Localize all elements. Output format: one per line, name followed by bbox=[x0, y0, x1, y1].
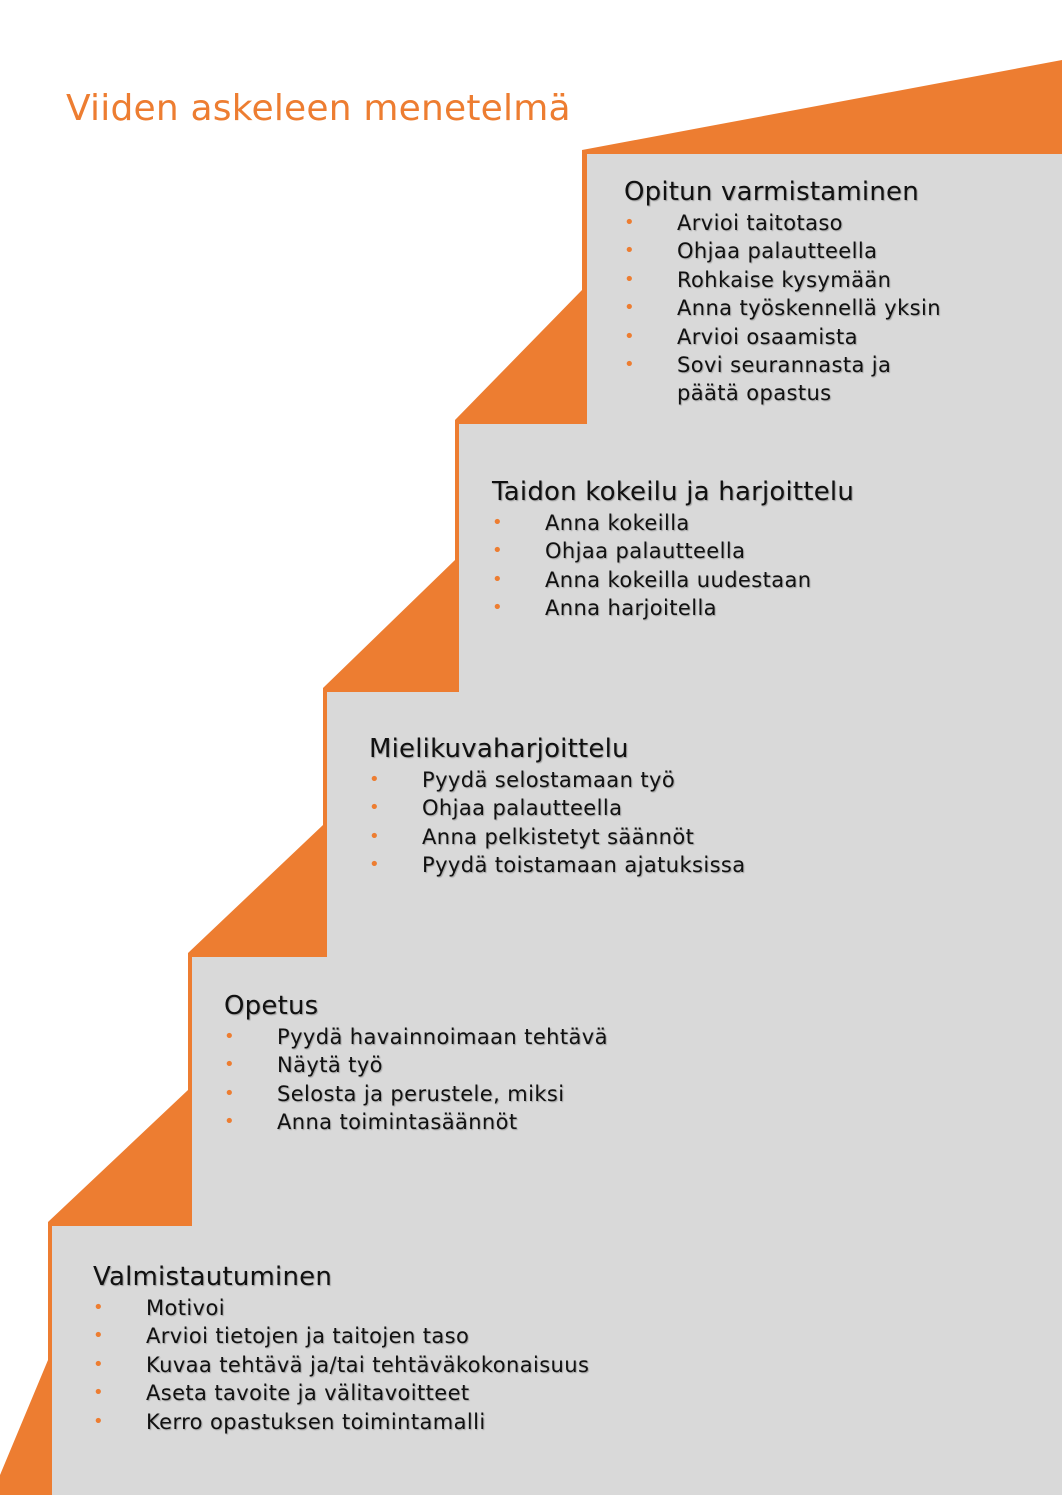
list-item: • Anna harjoitella bbox=[492, 594, 854, 622]
list-item: • Kerro opastuksen toimintamalli bbox=[93, 1408, 589, 1436]
bullet-icon: • bbox=[624, 212, 636, 233]
list-item: • Pyydä toistamaan ajatuksissa bbox=[369, 851, 746, 879]
bullet-icon: • bbox=[224, 1082, 236, 1104]
step-heading: Opitun varmistaminen bbox=[624, 177, 919, 207]
list-item: • Anna toimintasäännöt bbox=[224, 1108, 608, 1136]
step-list bbox=[492, 509, 854, 623]
list-item: • Motivoi bbox=[93, 1294, 589, 1322]
list-item: • Pyydä havainnoimaan tehtävä bbox=[224, 1023, 608, 1051]
list-item: • Arvioi osaamista bbox=[624, 323, 941, 351]
bullet-icon: • bbox=[93, 1297, 105, 1318]
step-heading: Mielikuvaharjoittelu bbox=[369, 734, 629, 764]
list-item: • Sovi seurannasta ja päätä opastus bbox=[624, 353, 892, 406]
list-item: • Aseta tavoite ja välitavoitteet bbox=[93, 1379, 589, 1407]
list-item: • Selosta ja perustele, miksi bbox=[224, 1080, 608, 1108]
step-list bbox=[93, 1294, 589, 1436]
bullet-icon: • bbox=[93, 1325, 105, 1347]
page-title: Viiden askeleen menetelmä bbox=[66, 88, 571, 129]
step-heading: Valmistautuminen bbox=[93, 1262, 333, 1292]
step-opetus bbox=[224, 991, 608, 1137]
step-opitun-varmistaminen bbox=[624, 177, 941, 408]
bullet-icon: • bbox=[624, 268, 636, 290]
bullet-icon: • bbox=[93, 1410, 105, 1432]
list-item: • Anna työskennellä yksin bbox=[624, 294, 941, 322]
list-item: • Anna kokeilla uudestaan bbox=[492, 566, 854, 594]
bullet-icon: • bbox=[369, 797, 381, 819]
list-item: • Arvioi tietojen ja taitojen taso bbox=[93, 1322, 589, 1350]
step-taidon-kokeilu bbox=[492, 477, 854, 623]
step-heading: Opetus bbox=[224, 991, 319, 1021]
bullet-icon: • bbox=[369, 854, 381, 876]
step-list bbox=[224, 1023, 608, 1137]
step-list bbox=[369, 766, 746, 880]
list-item: • Anna kokeilla bbox=[492, 509, 854, 537]
list-item: • Ohjaa palautteella bbox=[369, 794, 746, 822]
list-item: • Rohkaise kysymään bbox=[624, 266, 941, 294]
step-heading: Taidon kokeilu ja harjoittelu bbox=[492, 477, 855, 507]
bullet-icon: • bbox=[624, 354, 636, 376]
step-list bbox=[624, 209, 941, 408]
bullet-icon: • bbox=[369, 769, 381, 790]
list-item: • Pyydä selostamaan työ bbox=[369, 766, 746, 794]
list-item: • Arvioi taitotaso bbox=[624, 209, 941, 237]
step-valmistautuminen bbox=[93, 1262, 589, 1436]
bullet-icon: • bbox=[492, 512, 504, 533]
bullet-icon: • bbox=[224, 1054, 236, 1076]
bullet-icon: • bbox=[492, 540, 504, 562]
list-item: • Näytä työ bbox=[224, 1051, 608, 1079]
bullet-icon: • bbox=[492, 597, 504, 619]
list-item: • Anna pelkistetyt säännöt bbox=[369, 823, 746, 851]
list-item: • Kuvaa tehtävä ja/tai tehtäväkokonaisuus bbox=[93, 1351, 589, 1379]
bullet-icon: • bbox=[492, 568, 504, 590]
bullet-icon: • bbox=[93, 1353, 105, 1375]
list-item: • Ohjaa palautteella bbox=[492, 537, 854, 565]
bullet-icon: • bbox=[369, 825, 381, 847]
bullet-icon: • bbox=[624, 325, 636, 347]
bullet-icon: • bbox=[224, 1111, 236, 1133]
step-mielikuvaharjoittelu bbox=[369, 734, 746, 880]
bullet-icon: • bbox=[93, 1382, 105, 1404]
list-item: • Ohjaa palautteella bbox=[624, 237, 941, 265]
bullet-icon: • bbox=[224, 1026, 236, 1047]
bullet-icon: • bbox=[624, 240, 636, 262]
bullet-icon: • bbox=[624, 297, 636, 319]
